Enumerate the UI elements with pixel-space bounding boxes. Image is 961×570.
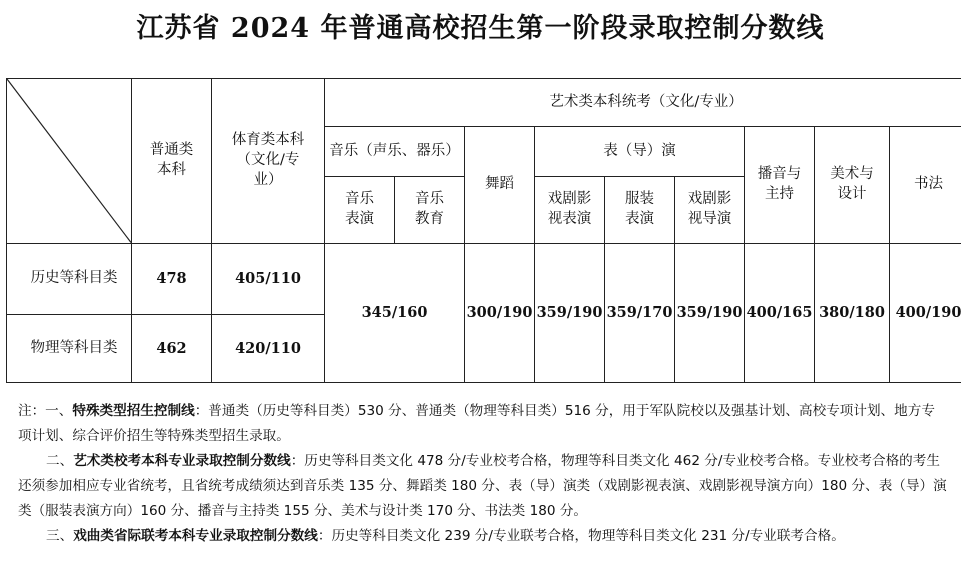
- physics-regular-score: 462: [132, 314, 212, 382]
- note-1: 注：一、特殊类型招生控制线：普通类（历史等科目类）530 分、普通类（物理等科目类）516 分，用于军队院校以及强基计划、高校专项计划、地方专项计划、综合评价招生等特殊类型招生录取。: [18, 403, 935, 444]
- header-music-perf: 音乐表演: [325, 177, 395, 243]
- header-drama-film-dir: 戏剧影视导演: [675, 177, 745, 243]
- header-regular: 普通类本科: [132, 79, 212, 244]
- fine-art-score: 380/180: [815, 243, 890, 382]
- note-2: 二、艺术类校考本科专业录取控制分数线：历史等科目类文化 478 分/专业校考合格，物理等科目类文化 462 分/专业校考合格。专业校考合格的考生还须参加相应专业省统考，且省统考成绩须达到音乐类 135 分、舞蹈类 180 分、表（导）演类（戏剧影视表演、戏剧影视导演方向）180 分、表（导）演类（服装表演方向）160 分、播音与主持类 155 分、美术与设计类 170 分、书法类 180 分。: [18, 453, 947, 519]
- header-music: 音乐（声乐、器乐）: [325, 127, 465, 177]
- header-music-edu: 音乐教育: [395, 177, 465, 243]
- history-regular-score: 478: [132, 243, 212, 314]
- physics-sports-score: 420/110: [212, 314, 325, 382]
- header-drama: 表（导）演: [535, 127, 745, 177]
- row-label-history: 历史等科目类: [7, 243, 132, 314]
- diagonal-line: [7, 79, 131, 243]
- calligraphy-score: 400/190: [890, 243, 961, 382]
- page-title: 江苏省 2024 年普通高校招生第一阶段录取控制分数线: [136, 13, 825, 44]
- header-fine-art: 美术与设计: [815, 127, 890, 243]
- notes-section: [18, 399, 948, 549]
- broadcast-score: 400/165: [745, 243, 815, 382]
- header-arts: 艺术类本科统考（文化/专业）: [325, 79, 961, 127]
- header-calligraphy: 书法: [890, 127, 961, 243]
- header-costume-perf: 服装表演: [605, 177, 675, 243]
- drama-film-perf-score: 359/190: [535, 243, 605, 382]
- drama-film-dir-score: 359/190: [675, 243, 745, 382]
- corner-cell: [7, 79, 132, 244]
- score-table: [6, 78, 961, 383]
- costume-perf-score: 359/170: [605, 243, 675, 382]
- note-3: 三、戏曲类省际联考本科专业录取控制分数线：历史等科目类文化 239 分/专业联考合格，物理等科目类文化 231 分/专业联考合格。: [46, 528, 845, 544]
- music-score: 345/160: [325, 243, 465, 382]
- header-sports: 体育类本科（文化/专业）: [212, 79, 325, 244]
- header-dance: 舞蹈: [465, 127, 535, 243]
- row-label-physics: 物理等科目类: [7, 314, 132, 382]
- header-broadcast: 播音与主持: [745, 127, 815, 243]
- history-sports-score: 405/110: [212, 243, 325, 314]
- dance-score: 300/190: [465, 243, 535, 382]
- header-drama-film-perf: 戏剧影视表演: [535, 177, 605, 243]
